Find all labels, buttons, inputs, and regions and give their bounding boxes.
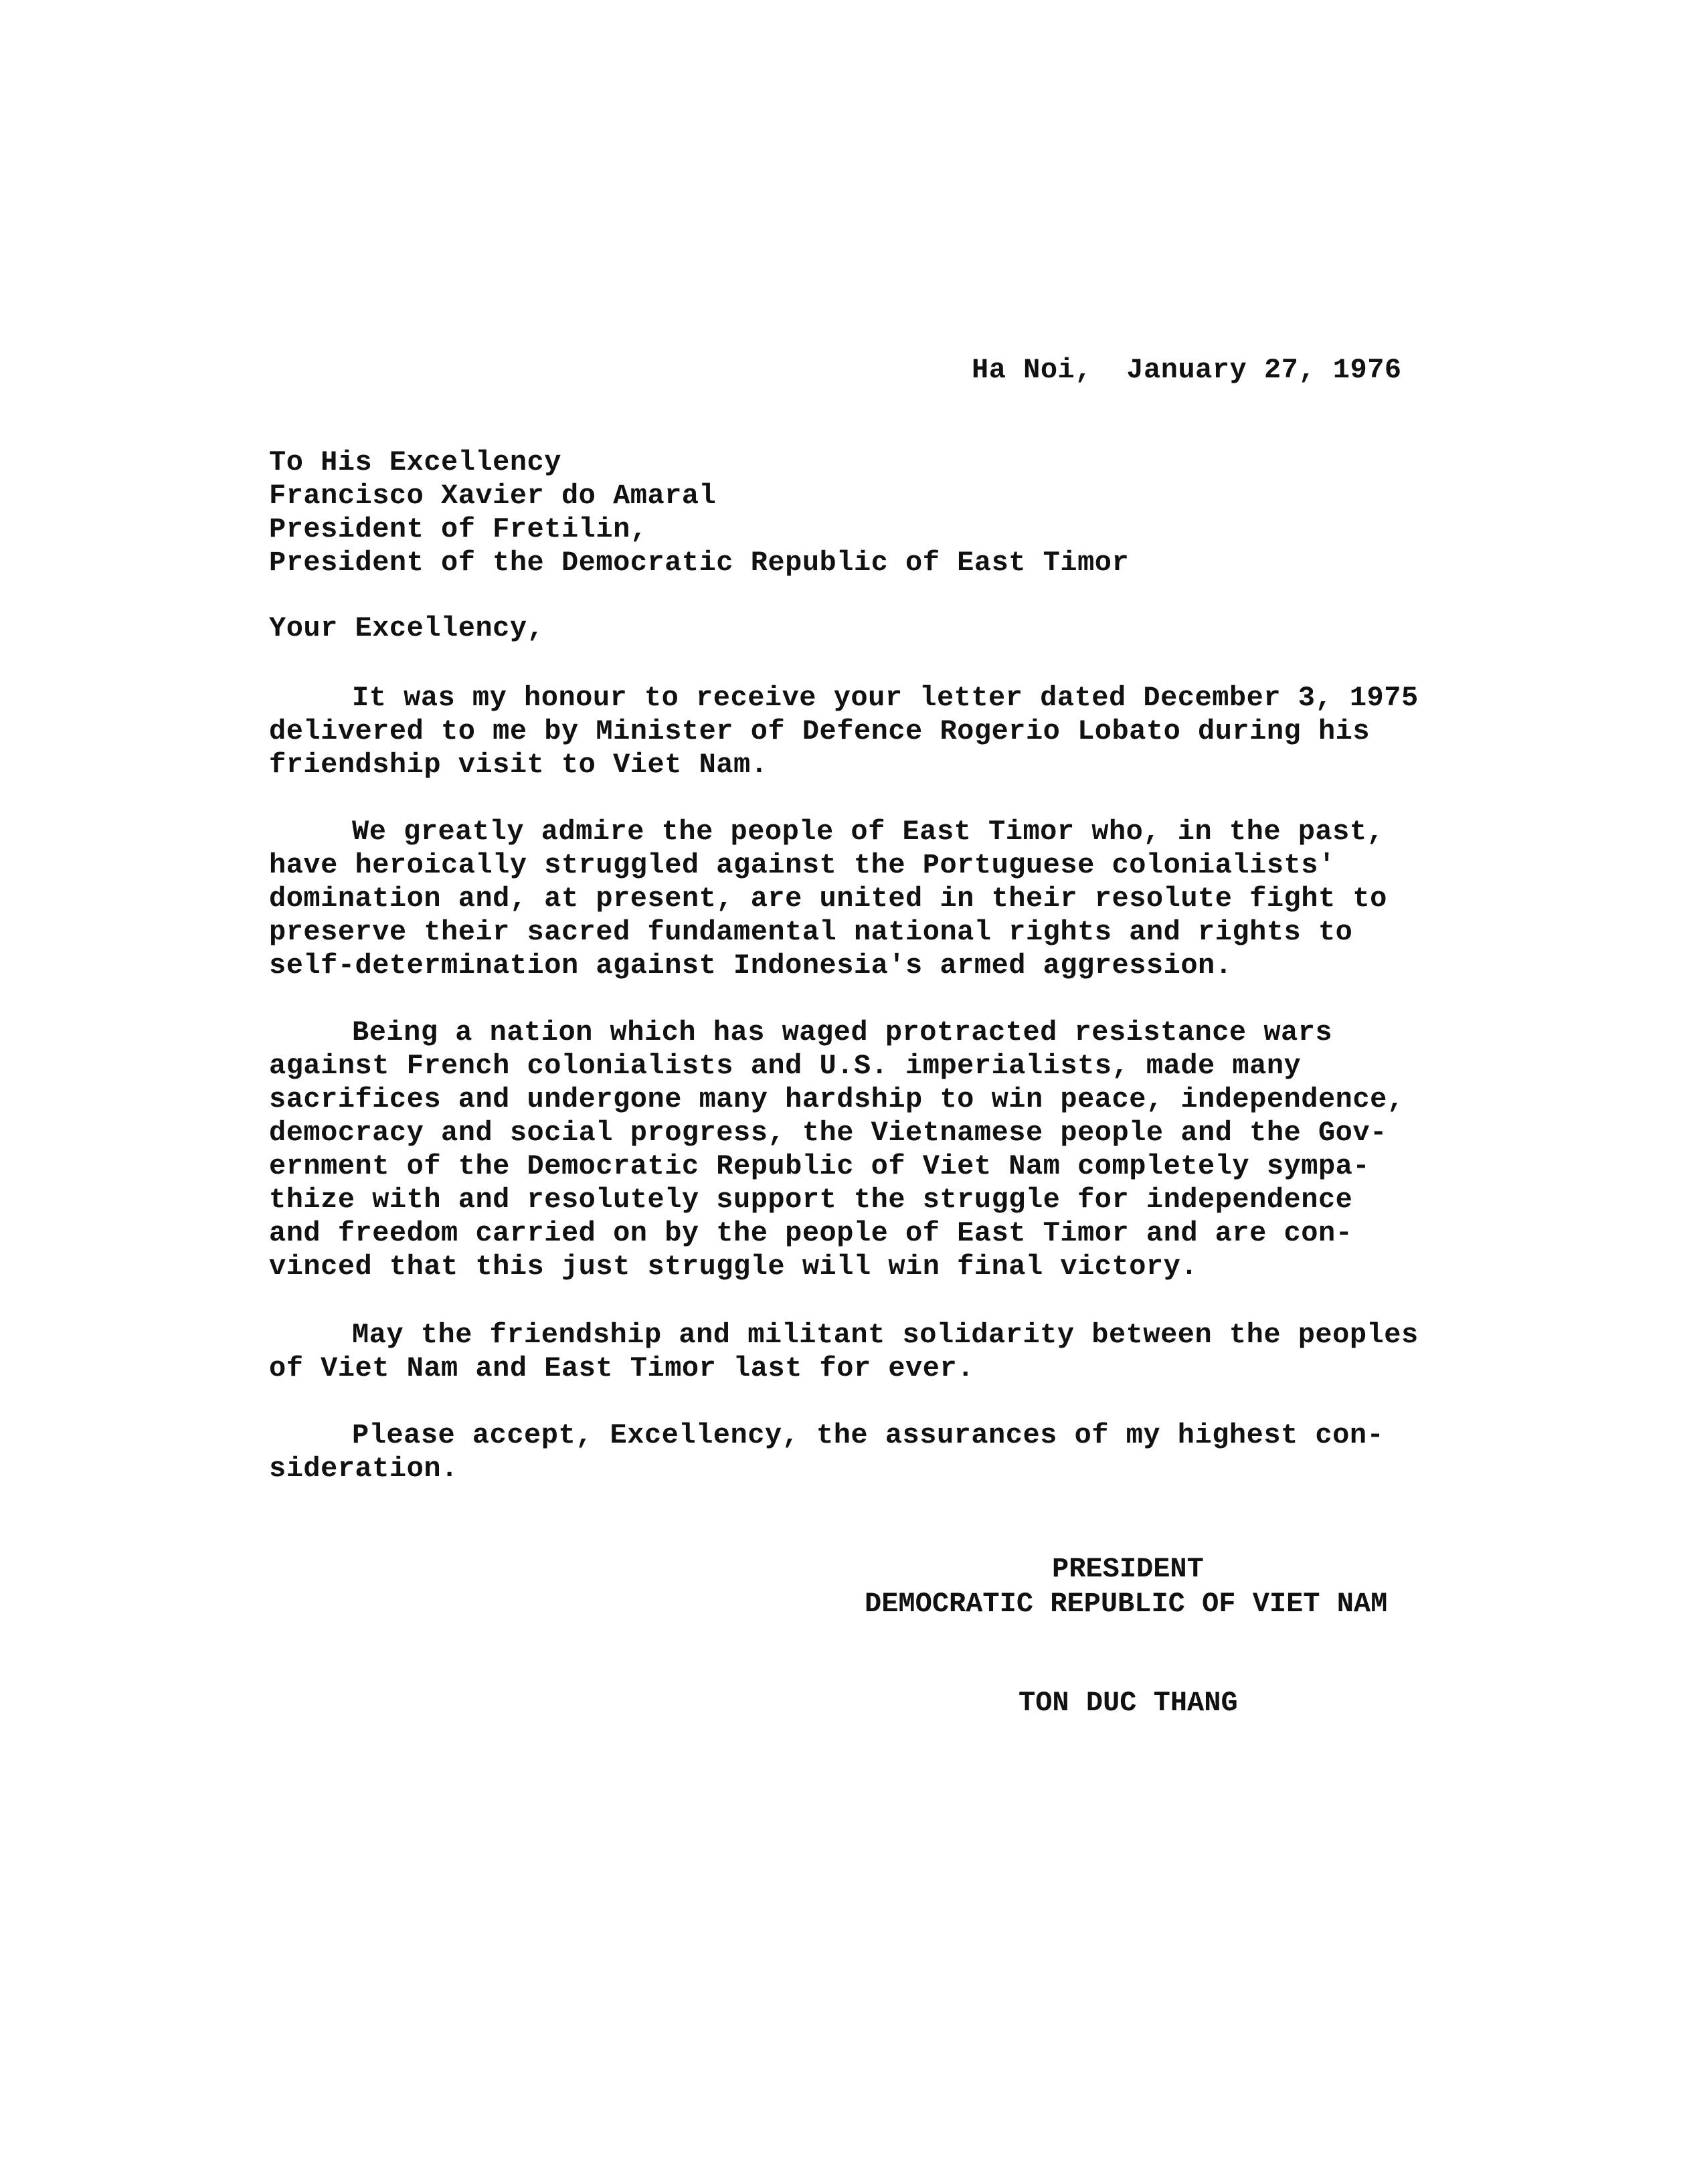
paragraph-line: It was my honour to receive your letter dated December 3, 1975 xyxy=(352,682,1419,714)
paragraph-line: We greatly admire the people of East Timor who, in the past, xyxy=(352,816,1385,848)
paragraph-line: vinced that this just struggle will win final victory. xyxy=(269,1251,1199,1283)
paragraph-line: domination and, at present, are united in their resolute fight to xyxy=(269,883,1387,915)
paragraph-line: preserve their sacred fundamental national rights and rights to xyxy=(269,916,1353,948)
paragraph-line: have heroically struggled against the Portuguese colonialists' xyxy=(269,849,1336,881)
paragraph-line: sideration. xyxy=(269,1453,458,1485)
paragraph-line: thize with and resolutely support the struggle for independence xyxy=(269,1184,1353,1216)
signatory-name: TON DUC THANG xyxy=(1019,1687,1238,1719)
salutation: Your Excellency, xyxy=(269,612,545,644)
recipient-line: President of the Democratic Republic of East Timor xyxy=(269,547,1130,579)
recipient-line: To His Excellency xyxy=(269,446,561,478)
paragraph-line: of Viet Nam and East Timor last for ever. xyxy=(269,1352,974,1384)
paragraph-line: delivered to me by Minister of Defence Rogerio Lobato during his xyxy=(269,715,1370,747)
recipient-line: Francisco Xavier do Amaral xyxy=(269,480,717,512)
paragraph-line: sacrifices and undergone many hardship to win peace, independence, xyxy=(269,1083,1405,1115)
letter-date: Ha Noi, January 27, 1976 xyxy=(972,354,1402,386)
paragraph-line: ernment of the Democratic Republic of Viet Nam completely sympa- xyxy=(269,1150,1370,1182)
paragraph-line: May the friendship and militant solidarity between the peoples xyxy=(352,1319,1419,1351)
recipient-line: President of Fretilin, xyxy=(269,513,648,545)
signature-organization: DEMOCRATIC REPUBLIC OF VIET NAM xyxy=(865,1588,1388,1620)
paragraph-line: democracy and social progress, the Vietnamese people and the Gov- xyxy=(269,1117,1387,1149)
paragraph-line: and freedom carried on by the people of East Timor and are con- xyxy=(269,1217,1353,1249)
paragraph-line: friendship visit to Viet Nam. xyxy=(269,749,768,781)
signature-title: PRESIDENT xyxy=(1052,1553,1204,1585)
paragraph-line: self-determination against Indonesia's armed aggression. xyxy=(269,949,1233,982)
paragraph-line: against French colonialists and U.S. imperialists, made many xyxy=(269,1050,1302,1082)
paragraph-line: Being a nation which has waged protracted resistance wars xyxy=(352,1016,1333,1049)
paragraph-line: Please accept, Excellency, the assurances of my highest con- xyxy=(352,1419,1385,1451)
